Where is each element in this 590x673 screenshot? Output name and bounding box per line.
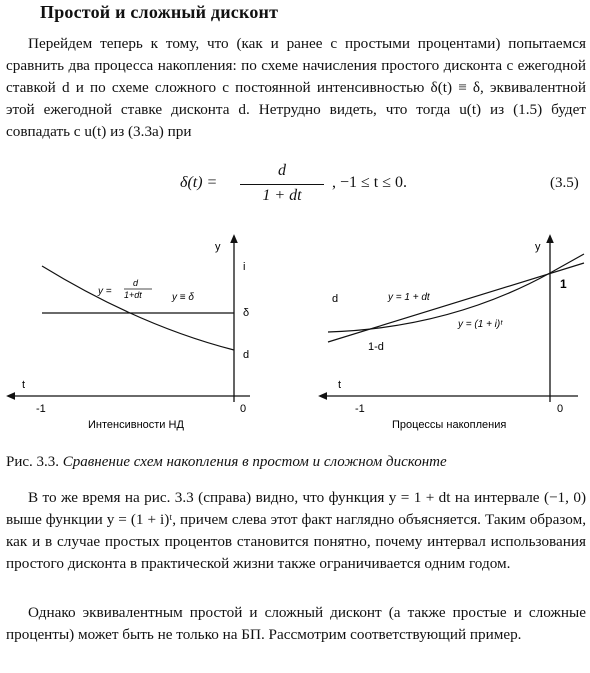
left-plot xyxy=(10,238,250,431)
caption-text: Сравнение схем накопления в простом и сложном дисконте xyxy=(62,454,447,470)
left-plot-title: Интенсивности НД xyxy=(88,419,184,431)
right-line-label: y = 1 + dt xyxy=(388,292,430,303)
right-label-1-minus-d: 1-d xyxy=(368,341,384,353)
figure-caption xyxy=(6,452,586,472)
section-title: Простой и сложный дисконт xyxy=(40,2,279,22)
paragraph-intro: Перейдем теперь к тому, что (как и ранее с простыми процентами) попытаемся сравнить два процесса накопления: по схеме начисления простого дисконта с ежегодной ставкой d и по схеме сложного с постоянной интенсивностью δ(t) ≡ δ, эквивалентной этой ежегодной ставке дисконта d. Нетрудно видеть, что тогда u(t) из (1.5) будет совпадать с u(t) из (3.3а) при xyxy=(6,35,586,140)
formula-3-5 xyxy=(180,162,460,210)
formula-condition: , −1 ≤ t ≤ 0. xyxy=(332,174,408,191)
right-tick-0: 0 xyxy=(557,403,564,415)
left-curve-label-den: 1+dt xyxy=(124,290,142,300)
right-curve-1-plus-i-power-t xyxy=(328,254,584,332)
left-curve-label-prefix: y = xyxy=(98,286,112,297)
fraction-bar xyxy=(240,184,324,185)
formula-denominator: 1 + dt xyxy=(262,187,302,204)
left-label-i: i xyxy=(243,261,246,273)
formula-fraction xyxy=(240,162,324,205)
left-const-label: y ≡ δ xyxy=(172,292,194,303)
left-label-delta: δ xyxy=(243,307,250,319)
right-label-d: d xyxy=(332,293,339,305)
right-y-label: y xyxy=(535,241,541,253)
left-tick-neg1: -1 xyxy=(36,403,46,415)
right-t-label: t xyxy=(338,379,342,391)
figure-3-3 xyxy=(0,230,590,440)
left-label-d: d xyxy=(243,349,250,361)
caption-prefix: Рис. 3.3. xyxy=(6,454,60,470)
paragraph-conclusion: Однако эквивалентным простой и сложный дисконт (а также простые и сложные проценты) может быть не только на БП. Рассмотрим соответствующий пример. xyxy=(6,604,586,643)
left-t-label: t xyxy=(22,379,26,391)
left-curve-label-num: d xyxy=(133,278,139,288)
equation-number: (3.5) xyxy=(550,175,579,191)
right-tick-neg1: -1 xyxy=(355,403,365,415)
left-tick-0: 0 xyxy=(240,403,247,415)
formula-numerator: d xyxy=(278,162,286,179)
right-plot-title: Процессы накопления xyxy=(392,419,507,431)
right-plot xyxy=(322,238,584,431)
paragraph-comparison: В то же время на рис. 3.3 (справа) видно, что функция y = 1 + dt на интервале (−1, 0) выше функции y = (1 + i)ᵗ, причем слева этот факт наглядно объясняется. Таким образом, как и в случае простых процентов становится понятно, почему интервал использования простого дисконта в практической жизни также ограничивается одним годом. xyxy=(6,489,586,572)
right-curve-label: y = (1 + i)ᵗ xyxy=(458,319,503,330)
formula-lhs: δ(t) = xyxy=(180,174,218,191)
right-label-one: 1 xyxy=(560,277,567,291)
left-y-label: y xyxy=(215,241,221,253)
